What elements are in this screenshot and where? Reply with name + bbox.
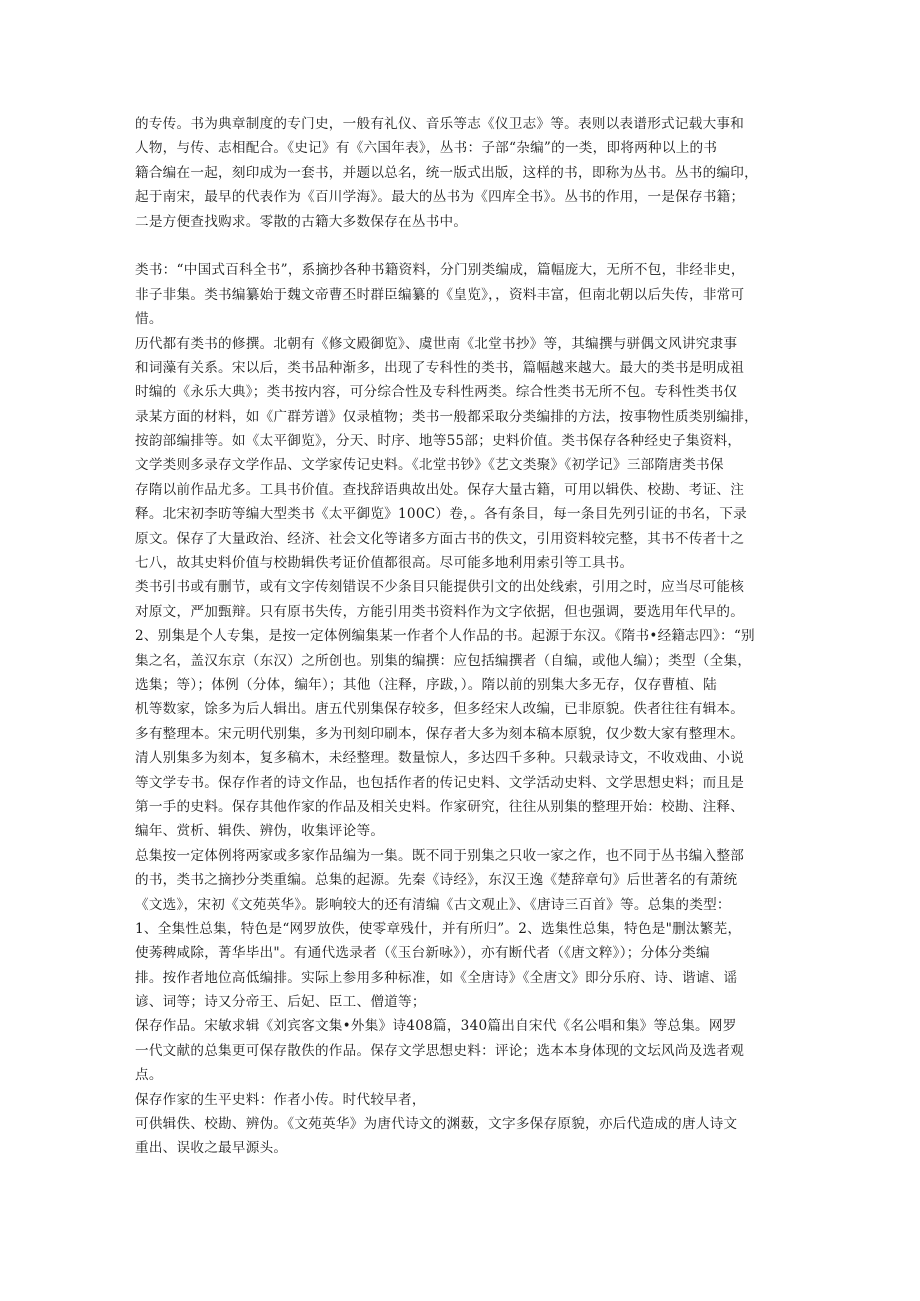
text-line: 按韵部编排等。如《太平御览》，分天、时序、地等55部；史料价值。类书保存各种经史子集资料， (135, 433, 742, 450)
text-line: 的书，类书之摘抄分类重编。总集的起源。先秦《诗经》，东汉王逸《楚辞章句》后世著名的有萧统 (135, 872, 738, 889)
text-line: 惜。 (135, 311, 163, 328)
text-line: 排。按作者地位高低编排。实际上参用多种标准，如《全唐诗》《全唐文》即分乐府、诗、谐谑、谣 (135, 969, 738, 986)
text-line: 类书：“中国式百科全书”，系摘抄各种书籍资料，分门别类编成，篇幅庞大，无所不包，非经非史， (135, 262, 745, 279)
text-line: 对原文，严加甄辩。只有原书失传，方能引用类书资料作为文字依据，但也强调，要选用年代早的。 (135, 603, 745, 620)
text-line: 释。北宋初李昉等编大型类书《太平御览》100C）卷，。各有条目，每一条目先列引证的书名，下录 (135, 506, 747, 523)
text-line: 使莠稗咸除，菁华毕出"。有通代选录者（《玉台新咏》），亦有断代者（《唐文粹》）；分体分类编 (135, 945, 710, 962)
text-line: 集之名，盖汉东京（东汉）之所创也。别集的编撰：应包括编撰者（自编，或他人编）；类型（全集， (135, 652, 752, 669)
text-line: 多有整理本。宋元明代别集，多为刊刻印刷本，保存者大多为刻本稿本原貌，仅少数大家有整理木。 (135, 725, 745, 742)
text-line: 籍合编在一起，刻印成为一套书，并题以总名，统一版式出版，这样的书，即称为丛书。丛书的编印， (135, 164, 758, 181)
text-line: 保存作品。宋敏求辑《刘宾客文集•外集》诗408篇，340篇出自宋代《名公唱和集》等总集。网罗 (135, 1018, 737, 1035)
text-line: 非子非集。类书编纂始于魏文帝曹丕时群臣编纂的《皇览》，，资料丰富，但南北朝以后失传，非常可 (135, 286, 745, 303)
text-line: 2、别集是个人专集，是按一定体例编集某一作者个人作品的书。起源于东汉。《隋书•经籍志四》：“别 (135, 628, 755, 645)
text-line: 人物，与传、志相配合。《史记》有《六国年表》，丛书：子部“杂编”的一类，即将两种以上的书 (135, 140, 718, 157)
text-line: 录某方面的材料，如《广群芳谱》仅录植物；类书一般都采取分类编排的方法，按事物性质类别编排， (135, 408, 758, 425)
text-line: 谚、词等；诗又分帝王、后妃、臣工、僧道等； (135, 994, 426, 1011)
text-line: 清人别集多为刻本，复多稿木，未经整理。数量惊人，多达四千多种。只载录诗文，不收戏曲、小说 (135, 750, 745, 767)
text-line: 七八，故其史料价值与校勘辑佚考证价值都很高。尽可能多地利用索引等工具书。 (135, 555, 634, 572)
text-line: 编年、赏析、辑佚、辨伪，收集评论等。 (135, 823, 385, 840)
text-line: 文学类则多录存文学作品、文学家传记史料。《北堂书钞》《艺文类聚》《初学记》三部隋唐类书保 (135, 457, 724, 474)
text-line: 一代文献的总集更可保存散佚的作品。保存文学思想史料：评论；选本本身体现的文坛风尚及选者观 (135, 1042, 745, 1059)
text-line: 《文选》，宋初《文苑英华》。影响较大的还有清编《古文观止》、《唐诗三百首》等。总集的类型： (135, 896, 731, 913)
text-line: 的专传。书为典章制度的专门史，一般有礼仪、音乐等志《仪卫志》等。表则以表谱形式记载大事和 (135, 116, 745, 132)
text-line: 等文学专书。保存作者的诗文作品，也包括作者的传记史料、文学活动史料、文学思想史料；而且是 (135, 774, 745, 791)
text-line: 重出、误收之最早源头。 (135, 1140, 288, 1157)
text-line: 选集；等）；体例（分体，编年）；其他（注释，序跋，）。隋以前的别集大多无存，仅存曹植、陆 (135, 676, 717, 693)
text-line: 历代都有类书的修撰。北朝有《修文殿御览》、虞世南《北堂书抄》等，其编撰与骈偶文风讲究隶事 (135, 335, 738, 352)
text-line: 第一手的史料。保存其他作家的作品及相关史料。作家研究，往往从别集的整理开始：校勘、注释、 (135, 798, 745, 815)
text-line: 类书引书或有删节，或有文字传刻错误不少条目只能提供引文的出处线索，引用之时，应当尽可能核 (135, 579, 745, 596)
text-line: 和词藻有关系。宋以后，类书品种渐多，出现了专科性的类书，篇幅越来越大。最大的类书是明成祖 (135, 359, 745, 376)
text-line: 二是方便查找购求。零散的古籍大多数保存在丛书中。 (135, 213, 468, 230)
text-line: 可供辑佚、校勘、辨伪。《文苑英华》为唐代诗文的渊薮，文字多保存原貌，亦后代造成的唐人诗文 (135, 1116, 738, 1133)
text-line: 时编的《永乐大典》；类书按内容，可分综合性及专科性两类。综合性类书无所不包。专科性类书仅 (135, 384, 738, 401)
text-line: 存隋以前作品尤多。工具书价值。查找辞语典故出处。保存大量古籍，可用以辑佚、校勘、考证、注 (135, 481, 745, 498)
text-line: 保存作家的生平史料：作者小传。时代较早者， (135, 1091, 426, 1108)
text-line: 总集按一定体例将两家或多家作品编为一集。既不同于别集之只收一家之作，也不同于丛书编入整部 (135, 847, 745, 864)
text-line: 点。 (135, 1067, 163, 1084)
paragraph-gap (135, 234, 800, 258)
document-body (135, 112, 800, 1161)
text-line: 原文。保存了大量政治、经济、社会文化等诸多方面古书的佚文，引用资料较完整，其书不传者十之 (135, 530, 745, 547)
text-line: 1、全集性总集，特色是“网罗放佚，使零章残什，并有所归”。2、选集性总集，特色是"删汰繁芜， (135, 920, 742, 937)
text-line: 机等数家，馀多为后人辑出。唐五代别集保存较多，但多经宋人改编，已非原貌。佚者往往有辑本。 (135, 701, 745, 718)
text-line: 起于南宋，最早的代表作为《百川学海》。最大的丛书为《四库全书》。丛书的作用，一是保存书籍； (135, 189, 745, 206)
